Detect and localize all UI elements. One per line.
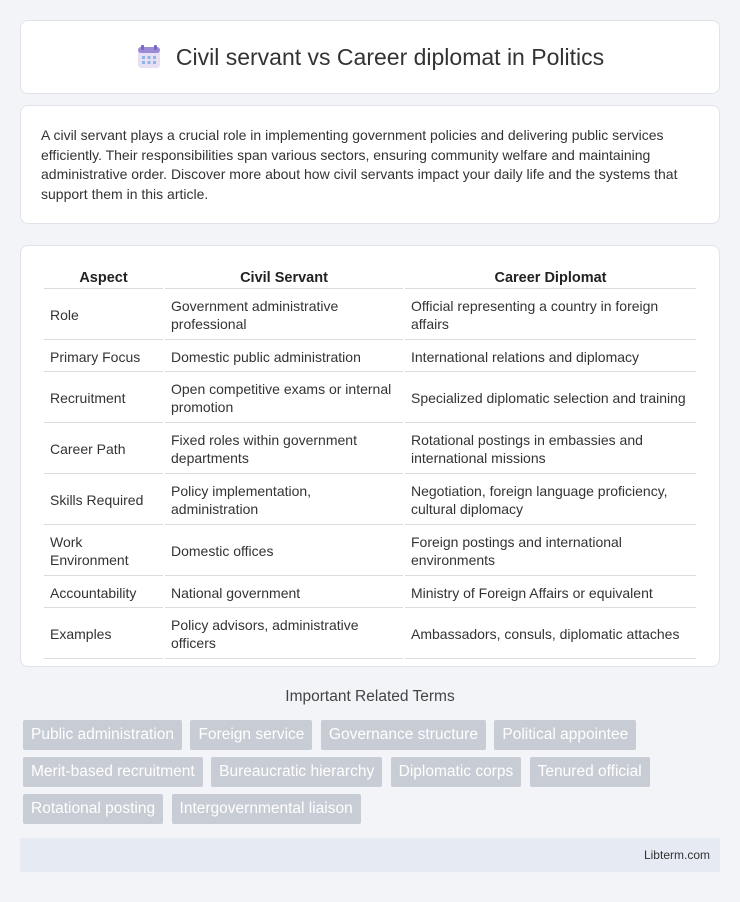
tag-diplomatic-corps[interactable]: Diplomatic corps (391, 757, 522, 787)
cell-aspect: Accountability (44, 578, 163, 608)
header-career-diplomat: Career Diplomat (405, 266, 696, 289)
cell-aspect: Primary Focus (44, 342, 163, 372)
table-row (44, 527, 696, 576)
cell-civil: Domestic public administration (165, 342, 403, 372)
cell-aspect: Role (44, 291, 163, 340)
tag-intergovernmental-liaison[interactable]: Intergovernmental liaison (172, 794, 361, 824)
intro-card (20, 105, 720, 224)
cell-aspect: Skills Required (44, 476, 163, 525)
intro-text: A civil servant plays a crucial role in implementing government policies and delivering public services efficiently. Their responsibilities span various sectors, ensuring community welfare and maintaining administrative order. Discover more about how civil servants impact your daily life and the systems that support them in this article. (41, 127, 678, 202)
related-terms-list (23, 720, 723, 831)
table-row (44, 291, 696, 340)
header-card (20, 20, 720, 94)
cell-aspect: Work Environment (44, 527, 163, 576)
cell-civil: Policy advisors, administrative officers (165, 610, 403, 659)
comparison-table-card (20, 245, 720, 667)
tag-political-appointee[interactable]: Political appointee (494, 720, 636, 750)
footer-brand-link[interactable]: Libterm.com (643, 848, 710, 862)
tag-bureaucratic-hierarchy[interactable]: Bureaucratic hierarchy (211, 757, 382, 787)
cell-diplomat: Foreign postings and international environments (405, 527, 696, 576)
cell-aspect: Examples (44, 610, 163, 659)
header-aspect: Aspect (44, 266, 163, 289)
cell-civil: Policy implementation, administration (165, 476, 403, 525)
cell-diplomat: International relations and diplomacy (405, 342, 696, 372)
footer (20, 838, 720, 872)
cell-diplomat: Rotational postings in embassies and international missions (405, 425, 696, 474)
tag-public-administration[interactable]: Public administration (23, 720, 182, 750)
cell-civil: National government (165, 578, 403, 608)
cell-civil: Open competitive exams or internal promotion (165, 374, 403, 423)
related-terms-title: Important Related Terms (285, 688, 455, 705)
cell-aspect: Career Path (44, 425, 163, 474)
table-row (44, 342, 696, 372)
cell-civil: Fixed roles within government departments (165, 425, 403, 474)
cell-aspect: Recruitment (44, 374, 163, 423)
tag-merit-based-recruitment[interactable]: Merit-based recruitment (23, 757, 203, 787)
cell-civil: Domestic offices (165, 527, 403, 576)
cell-diplomat: Specialized diplomatic selection and training (405, 374, 696, 423)
cell-diplomat: Negotiation, foreign language proficiency, cultural diplomacy (405, 476, 696, 525)
tag-tenured-official[interactable]: Tenured official (530, 757, 650, 787)
comparison-table (42, 264, 698, 661)
calendar-grid-icon (136, 44, 162, 70)
tag-foreign-service[interactable]: Foreign service (190, 720, 312, 750)
table-row (44, 374, 696, 423)
table-header-row (44, 266, 696, 289)
table-row (44, 425, 696, 474)
cell-civil: Government administrative professional (165, 291, 403, 340)
table-row (44, 476, 696, 525)
table-row (44, 578, 696, 608)
cell-diplomat: Ambassadors, consuls, diplomatic attaches (405, 610, 696, 659)
page-title: Civil servant vs Career diplomat in Politics (175, 43, 605, 70)
header-civil-servant: Civil Servant (165, 266, 403, 289)
table-row (44, 610, 696, 659)
cell-diplomat: Official representing a country in foreign affairs (405, 291, 696, 340)
tag-governance-structure[interactable]: Governance structure (321, 720, 486, 750)
cell-diplomat: Ministry of Foreign Affairs or equivalent (405, 578, 696, 608)
tag-rotational-posting[interactable]: Rotational posting (23, 794, 163, 824)
